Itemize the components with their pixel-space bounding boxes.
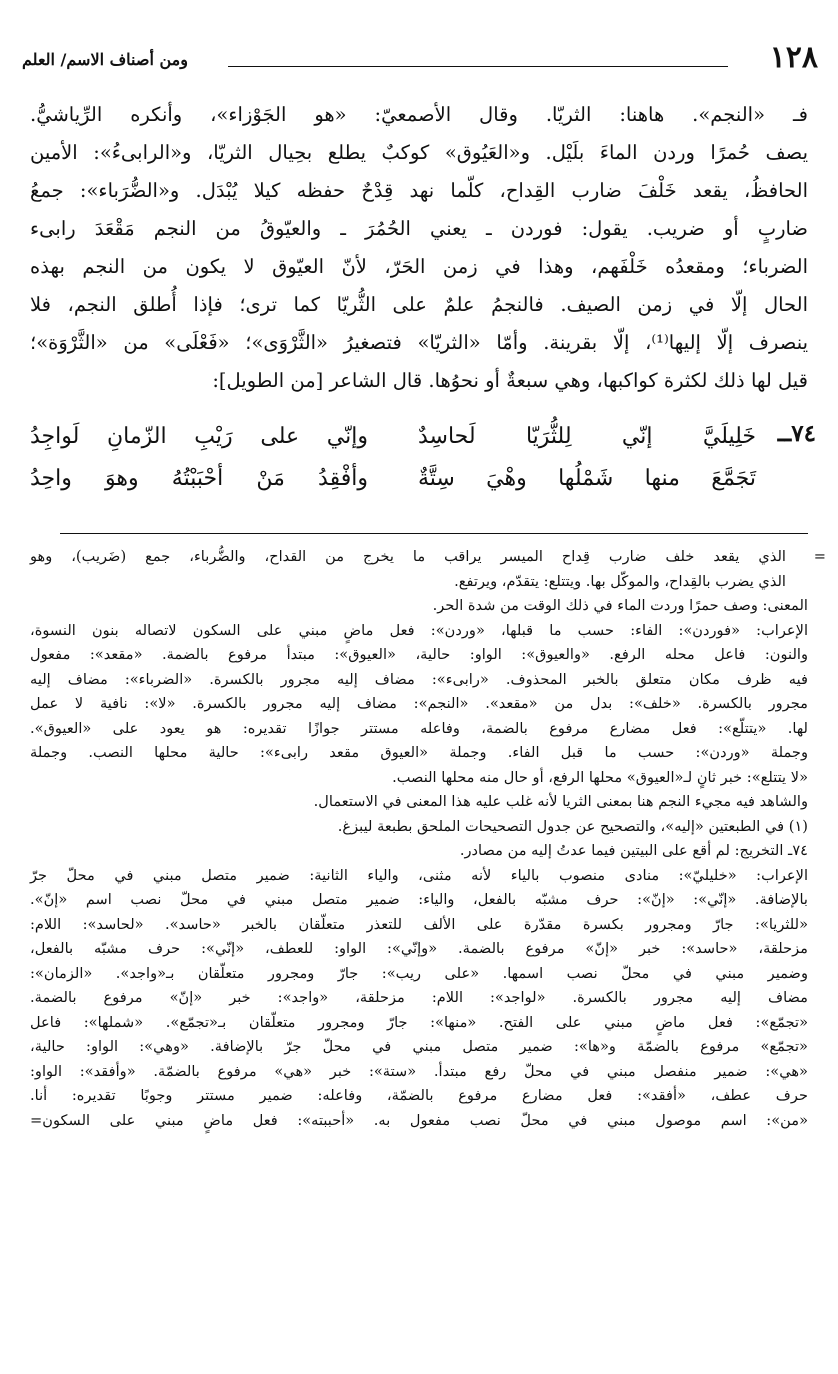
main-line: فـ «النجم». هاهنا: الثريّا. وقال الأصمعيّ: «هو الجَوْزاء»، وأنكره الرِّياشيُّ. — [30, 103, 808, 126]
footnote-line: «تجمّع» مرفوع بالضمّة و«ها»: ضمير متصل مبني في محلّ جرّ بالإضافة. «وهي»: الواو: حالية، — [30, 1038, 808, 1055]
footnote-line: الذي يضرب بالقِداح، والموكّل بها. ويتتلع: يتقدّم، ويرتفع. — [454, 572, 786, 590]
poem-verse — [30, 412, 816, 502]
verse-second-hemistich: وإنّي على رَيْبِ الزّمانِ لَواجِدُ — [30, 424, 368, 449]
footnote-line: والنون: فاعل محله الرفع. «والعيوق»: الواو: حالية، «العيوق»: مبتدأ مرفوع بالضمة. «مقعد»: مفعول — [30, 646, 808, 663]
verse-number: ٧٤ــ — [777, 420, 816, 447]
main-line: يصف حُمرًا وردن الماءَ بلَيْل. و«العَيُوق» كوكبٌ يطلع بحِيال الثريّا، و«الرابىءُ»: الأمين — [30, 141, 808, 164]
footnote-line: وضمير مبني في محلّ نصب اسمها. «على ريب»: جارّ ومجرور متعلّقان بـ«واجد». «الزمان»: — [30, 964, 808, 982]
footnote-line: لها. «يتتلّع»: فعل مضارع مرفوع بالضمة، وفاعله مستتر جوازًا تقديره: هو يعود على «العيوق». — [30, 719, 808, 737]
main-line: ضاربٍ أو ضريب. يقول: فوردن ـ يعني الحُمُرَ ـ والعيّوقُ من النجم مَقْعَدَ رابىء — [30, 217, 808, 240]
footnote-line: والشاهد فيه مجيء النجم هنا بمعنى الثريا لأنه غلب عليه هذا المعنى في الاستعمال. — [313, 793, 808, 810]
verse-line — [30, 418, 756, 456]
header-rule — [228, 66, 728, 67]
verse-first-hemistich: تَجَمَّعَ منها شَمْلُها وهْيَ سِتَّةٌ — [418, 466, 756, 491]
main-text — [30, 96, 808, 400]
footnote-line: «من»: اسم موصول مبني في محلّ نصب مفعول به. «أحببته»: فعل ماضٍ مبني على السكون= — [30, 1111, 808, 1129]
footnote-line: مجرور بالكسرة. «خلف»: بدل من «مقعد». «النجم»: مضاف إليه مجرور بالكسرة. «لا»: نافية لا عمل — [30, 695, 808, 712]
main-line: ينصرف إلّا إليها⁽¹⁾، إلّا بقرينة. وأمّا «الثريّا» فتصغيرُ «الثَّرْوَى»؛ «فَعْلَى» من «الثَّرْوَة»؛ — [30, 331, 809, 354]
footnote-line: «للثريا»: جارّ ومجرور بكسرة مقدّرة على الألف للتعذر متعلّقان بالخبر «حاسد». «لحاسد»: اللام: — [30, 915, 808, 933]
footnote-line: «لا يتتلع»: خبر ثانٍ لـ«العيوق» محلها الرفع، أو حال منه محلها النصب. — [392, 768, 808, 786]
footnote-line — [30, 545, 826, 570]
footnote-line: الإعراب: «خليليّ»: منادى منصوب بالياء لأنه مثنى، والياء الثانية: ضمير متصل مبني في محلّ جرّ — [30, 866, 808, 884]
continuation-mark: = — [813, 548, 826, 565]
footnote-line: وجملة «وردن»: حسب ما قبل الفاء. وجملة «العيوق مقعد رابىء»: حالية محلها النصب. وجملة — [30, 744, 808, 761]
footnote-separator — [60, 533, 808, 534]
footnote-line: المعنى: وصف حمرًا وردت الماء في ذلك الوقت من شدة الحر. — [432, 597, 808, 614]
footnote-text: الذي يقعد خلف ضارب قِداح الميسر يراقب ما يخرج من القداح، والضُّرباء، جمع (ضَريب)، وهو — [30, 548, 786, 565]
verse-first-hemistich: خَلِيلَيَّ إنّي لِلثُّرَيّا لَحاسِدٌ — [418, 424, 756, 449]
footnote-line: مزحلقة، «حاسد»: خبر «إنّ» مرفوع بالضمة. «وإنّي»: الواو: للعطف، «إنّي»: حرف مشبّه بالفعل، — [30, 940, 808, 957]
footnote-line: الإعراب: «فوردن»: الفاء: حسب ما قبلها، «وردن»: فعل ماضٍ مبني على السكون لاتصاله بنون النسوة، — [30, 621, 808, 639]
footnote-line: «هي»: ضمير منفصل مبني في محلّ رفع مبتدأ. «ستة»: خبر «هي» مرفوع بالضمّة. «وأفقد»: الواو: — [30, 1062, 808, 1080]
footnotes — [30, 545, 826, 1133]
footnote-line: ٧٤ـ التخريج: لم أقع على البيتين فيما عدتُ إليه من مصادر. — [459, 842, 808, 859]
footnote-line: فيه ظرف مكان متعلق بالخبر المحذوف. «رابىء»: مضاف إليه مجرور بالكسرة. «الضرباء»: مضاف إليه — [30, 670, 808, 688]
footnote-line: مضاف إليه مجرور بالكسرة. «لواجد»: اللام: مزحلقة، «واجد»: خبر «إنّ» مرفوع بالضمة. — [30, 989, 808, 1006]
footnote-line: بالإضافة. «إنّي»: «إنّ»: حرف مشبّه بالفعل، والياء: ضمير متصل مبني في محلّ نصب اسم «إنّ». — [30, 891, 808, 908]
main-line: الحافظُ، يقعد خَلْفَ ضارب القِداح، كلّما نهد قِدْحٌ حفظه كيلا يُبْدَل. و«الضُّرَباء»: جمعُ — [30, 179, 808, 202]
footnote-line: حرف عطف، «أفقد»: فعل مضارع مرفوع بالضمّة، وفاعله: ضمير مستتر وجوبًا تقديره: أنا. — [30, 1087, 808, 1104]
verse-line — [30, 460, 756, 498]
footnote-line: «تجمّع»: فعل ماضٍ مبني على الفتح. «منها»: جارّ ومجرور متعلّقان بـ«تجمّع». «شملها»: فاعل — [30, 1013, 808, 1031]
footnote-line: (١) في الطبعتين «إليه»، والتصحيح عن جدول التصحيحات الملحق بطبعة ليبزغ. — [337, 817, 808, 835]
main-line: الضرباء؛ ومقعدُه خَلْفَهم، وهذا في زمن الحَرّ، لأنّ العيّوق لا يكون من النجم بهذه — [30, 255, 808, 278]
page-number: ١٢٨ — [769, 40, 818, 75]
main-line: قيل لها ذلك لكثرة كواكبها، وهي سبعةٌ أو نحوُها. قال الشاعر [من الطويل]: — [212, 369, 808, 392]
running-title: ومن أصناف الاسم/ العلم — [22, 50, 188, 69]
verse-second-hemistich: وأفْقِدُ مَنْ أحْبَبْتُهُ وهوَ واحِدُ — [30, 466, 368, 491]
main-line: الحال إلّا في زمن الصيف. فالنجمُ علمٌ على الثُّريّا كما ترى؛ فإذا أُطلق النجم، فلا — [30, 293, 808, 316]
